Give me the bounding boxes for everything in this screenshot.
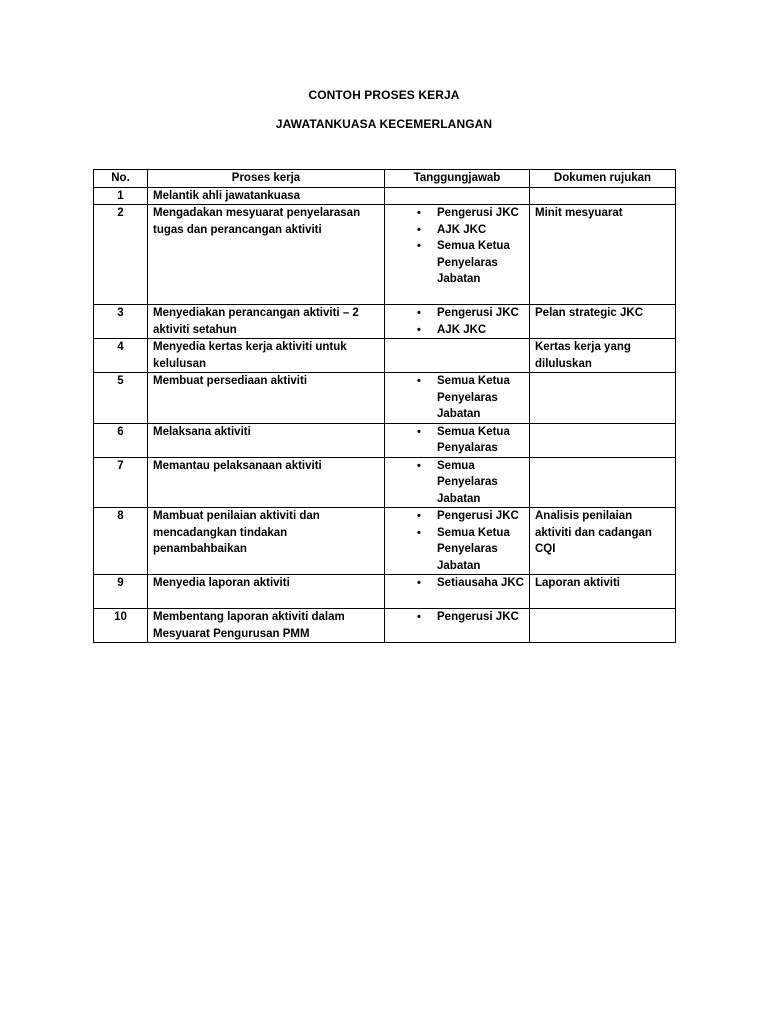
- row-number: 6: [94, 423, 148, 457]
- row-number: 7: [94, 457, 148, 508]
- row-proses-kerja: Mambuat penilaian aktiviti dan mencadangkan tindakan penambahbaikan: [148, 508, 385, 575]
- table-row: [94, 339, 676, 373]
- table-row: [94, 508, 676, 575]
- bullet-icon: •: [417, 307, 421, 319]
- row-tanggungjawab: [385, 187, 530, 205]
- table-row: [94, 457, 676, 508]
- row-dokumen-rujukan: Kertas kerja yang diluluskan: [530, 339, 676, 373]
- table-row: [94, 305, 676, 339]
- tanggungjawab-label: Semua Penyelaras Jabatan: [437, 459, 498, 505]
- table-body: [94, 187, 676, 643]
- row-tanggungjawab: [385, 205, 530, 305]
- row-dokumen-rujukan: [530, 187, 676, 205]
- row-proses-kerja: Menyediakan perancangan aktiviti – 2 aktiviti setahun: [148, 305, 385, 339]
- bullet-icon: •: [417, 240, 421, 252]
- row-proses-kerja: Menyedia kertas kerja aktiviti untuk kelulusan: [148, 339, 385, 373]
- tanggungjawab-item: [390, 205, 524, 222]
- document-title: CONTOH PROSES KERJA: [308, 88, 460, 102]
- table-row: [94, 609, 676, 643]
- header-no: No.: [94, 170, 148, 188]
- tanggungjawab-label: AJK JKC: [437, 323, 487, 336]
- row-tanggungjawab: [385, 609, 530, 643]
- header-tanggungjawab: Tanggungjawab: [385, 170, 530, 188]
- tanggungjawab-label: Semua Ketua Penyelaras Jabatan: [437, 526, 510, 572]
- row-proses-kerja: Melaksana aktiviti: [148, 423, 385, 457]
- row-proses-kerja: Membentang laporan aktiviti dalam Mesyuarat Pengurusan PMM: [148, 609, 385, 643]
- tanggungjawab-label: Pengerusi JKC: [437, 307, 519, 319]
- row-tanggungjawab: [385, 508, 530, 575]
- row-number: 2: [94, 205, 148, 305]
- bullet-icon: •: [417, 459, 421, 472]
- tanggungjawab-item: [390, 508, 524, 525]
- table-header-row: [94, 170, 676, 188]
- row-number: 10: [94, 609, 148, 643]
- bullet-icon: •: [417, 577, 421, 589]
- process-table: [93, 169, 676, 643]
- row-proses-kerja: Mengadakan mesyuarat penyelarasan tugas dan perancangan aktiviti: [148, 205, 385, 305]
- tanggungjawab-list: [390, 373, 524, 423]
- tanggungjawab-item: [390, 525, 524, 575]
- row-number: 5: [94, 373, 148, 424]
- bullet-icon: •: [417, 510, 421, 522]
- tanggungjawab-item: [390, 575, 524, 592]
- row-dokumen-rujukan: Pelan strategic JKC: [530, 305, 676, 339]
- tanggungjawab-item: [390, 238, 524, 288]
- row-proses-kerja: Menyedia laporan aktiviti: [148, 575, 385, 609]
- tanggungjawab-label: Setiausaha JKC: [437, 577, 524, 589]
- tanggungjawab-list: [390, 458, 524, 508]
- row-dokumen-rujukan: [530, 423, 676, 457]
- tanggungjawab-label: AJK JKC: [437, 223, 487, 236]
- row-number: 9: [94, 575, 148, 609]
- tanggungjawab-item: [390, 222, 524, 239]
- tanggungjawab-label: Semua Ketua Penyelaras Jabatan: [437, 240, 510, 285]
- tanggungjawab-label: Pengerusi JKC: [437, 611, 519, 623]
- header-proses: Proses kerja: [148, 170, 385, 188]
- row-number: 4: [94, 339, 148, 373]
- tanggungjawab-item: [390, 609, 524, 626]
- bullet-icon: •: [417, 526, 421, 539]
- tanggungjawab-label: Semua Ketua Penyalaras: [437, 425, 510, 454]
- tanggungjawab-list: [390, 508, 524, 574]
- tanggungjawab-label: Semua Ketua Penyelaras Jabatan: [437, 375, 510, 420]
- row-tanggungjawab: [385, 423, 530, 457]
- bullet-icon: •: [417, 425, 421, 438]
- row-dokumen-rujukan: [530, 457, 676, 508]
- table-row: [94, 187, 676, 205]
- tanggungjawab-item: [390, 322, 524, 339]
- table-row: [94, 205, 676, 305]
- row-dokumen-rujukan: [530, 373, 676, 424]
- tanggungjawab-list: [390, 575, 524, 592]
- row-dokumen-rujukan: Laporan aktiviti: [530, 575, 676, 609]
- row-tanggungjawab: [385, 575, 530, 609]
- row-number: 1: [94, 187, 148, 205]
- row-proses-kerja: Memantau pelaksanaan aktiviti: [148, 457, 385, 508]
- table-row: [94, 423, 676, 457]
- bullet-icon: •: [417, 223, 421, 236]
- row-number: 8: [94, 508, 148, 575]
- tanggungjawab-list: [390, 305, 524, 338]
- header-dokumen: Dokumen rujukan: [530, 170, 676, 188]
- tanggungjawab-item: [390, 305, 524, 322]
- tanggungjawab-item: [390, 373, 524, 423]
- row-proses-kerja: Membuat persediaan aktiviti: [148, 373, 385, 424]
- bullet-icon: •: [417, 611, 421, 623]
- bullet-icon: •: [417, 323, 421, 336]
- row-dokumen-rujukan: Analisis penilaian aktiviti dan cadangan CQI: [530, 508, 676, 575]
- tanggungjawab-list: [390, 424, 524, 457]
- tanggungjawab-list: [390, 205, 524, 288]
- row-dokumen-rujukan: [530, 609, 676, 643]
- table-row: [94, 575, 676, 609]
- tanggungjawab-list: [390, 609, 524, 626]
- row-number: 3: [94, 305, 148, 339]
- document-subtitle: JAWATANKUASA KECEMERLANGAN: [275, 117, 493, 131]
- tanggungjawab-item: [390, 424, 524, 457]
- tanggungjawab-label: Pengerusi JKC: [437, 510, 519, 522]
- tanggungjawab-label: Pengerusi JKC: [437, 207, 519, 219]
- bullet-icon: •: [417, 207, 421, 219]
- bullet-icon: •: [417, 375, 421, 387]
- row-tanggungjawab: [385, 457, 530, 508]
- table-row: [94, 373, 676, 424]
- tanggungjawab-item: [390, 458, 524, 508]
- row-dokumen-rujukan: Minit mesyuarat: [530, 205, 676, 305]
- row-tanggungjawab: [385, 373, 530, 424]
- row-tanggungjawab: [385, 305, 530, 339]
- row-tanggungjawab: [385, 339, 530, 373]
- row-proses-kerja: Melantik ahli jawatankuasa: [148, 187, 385, 205]
